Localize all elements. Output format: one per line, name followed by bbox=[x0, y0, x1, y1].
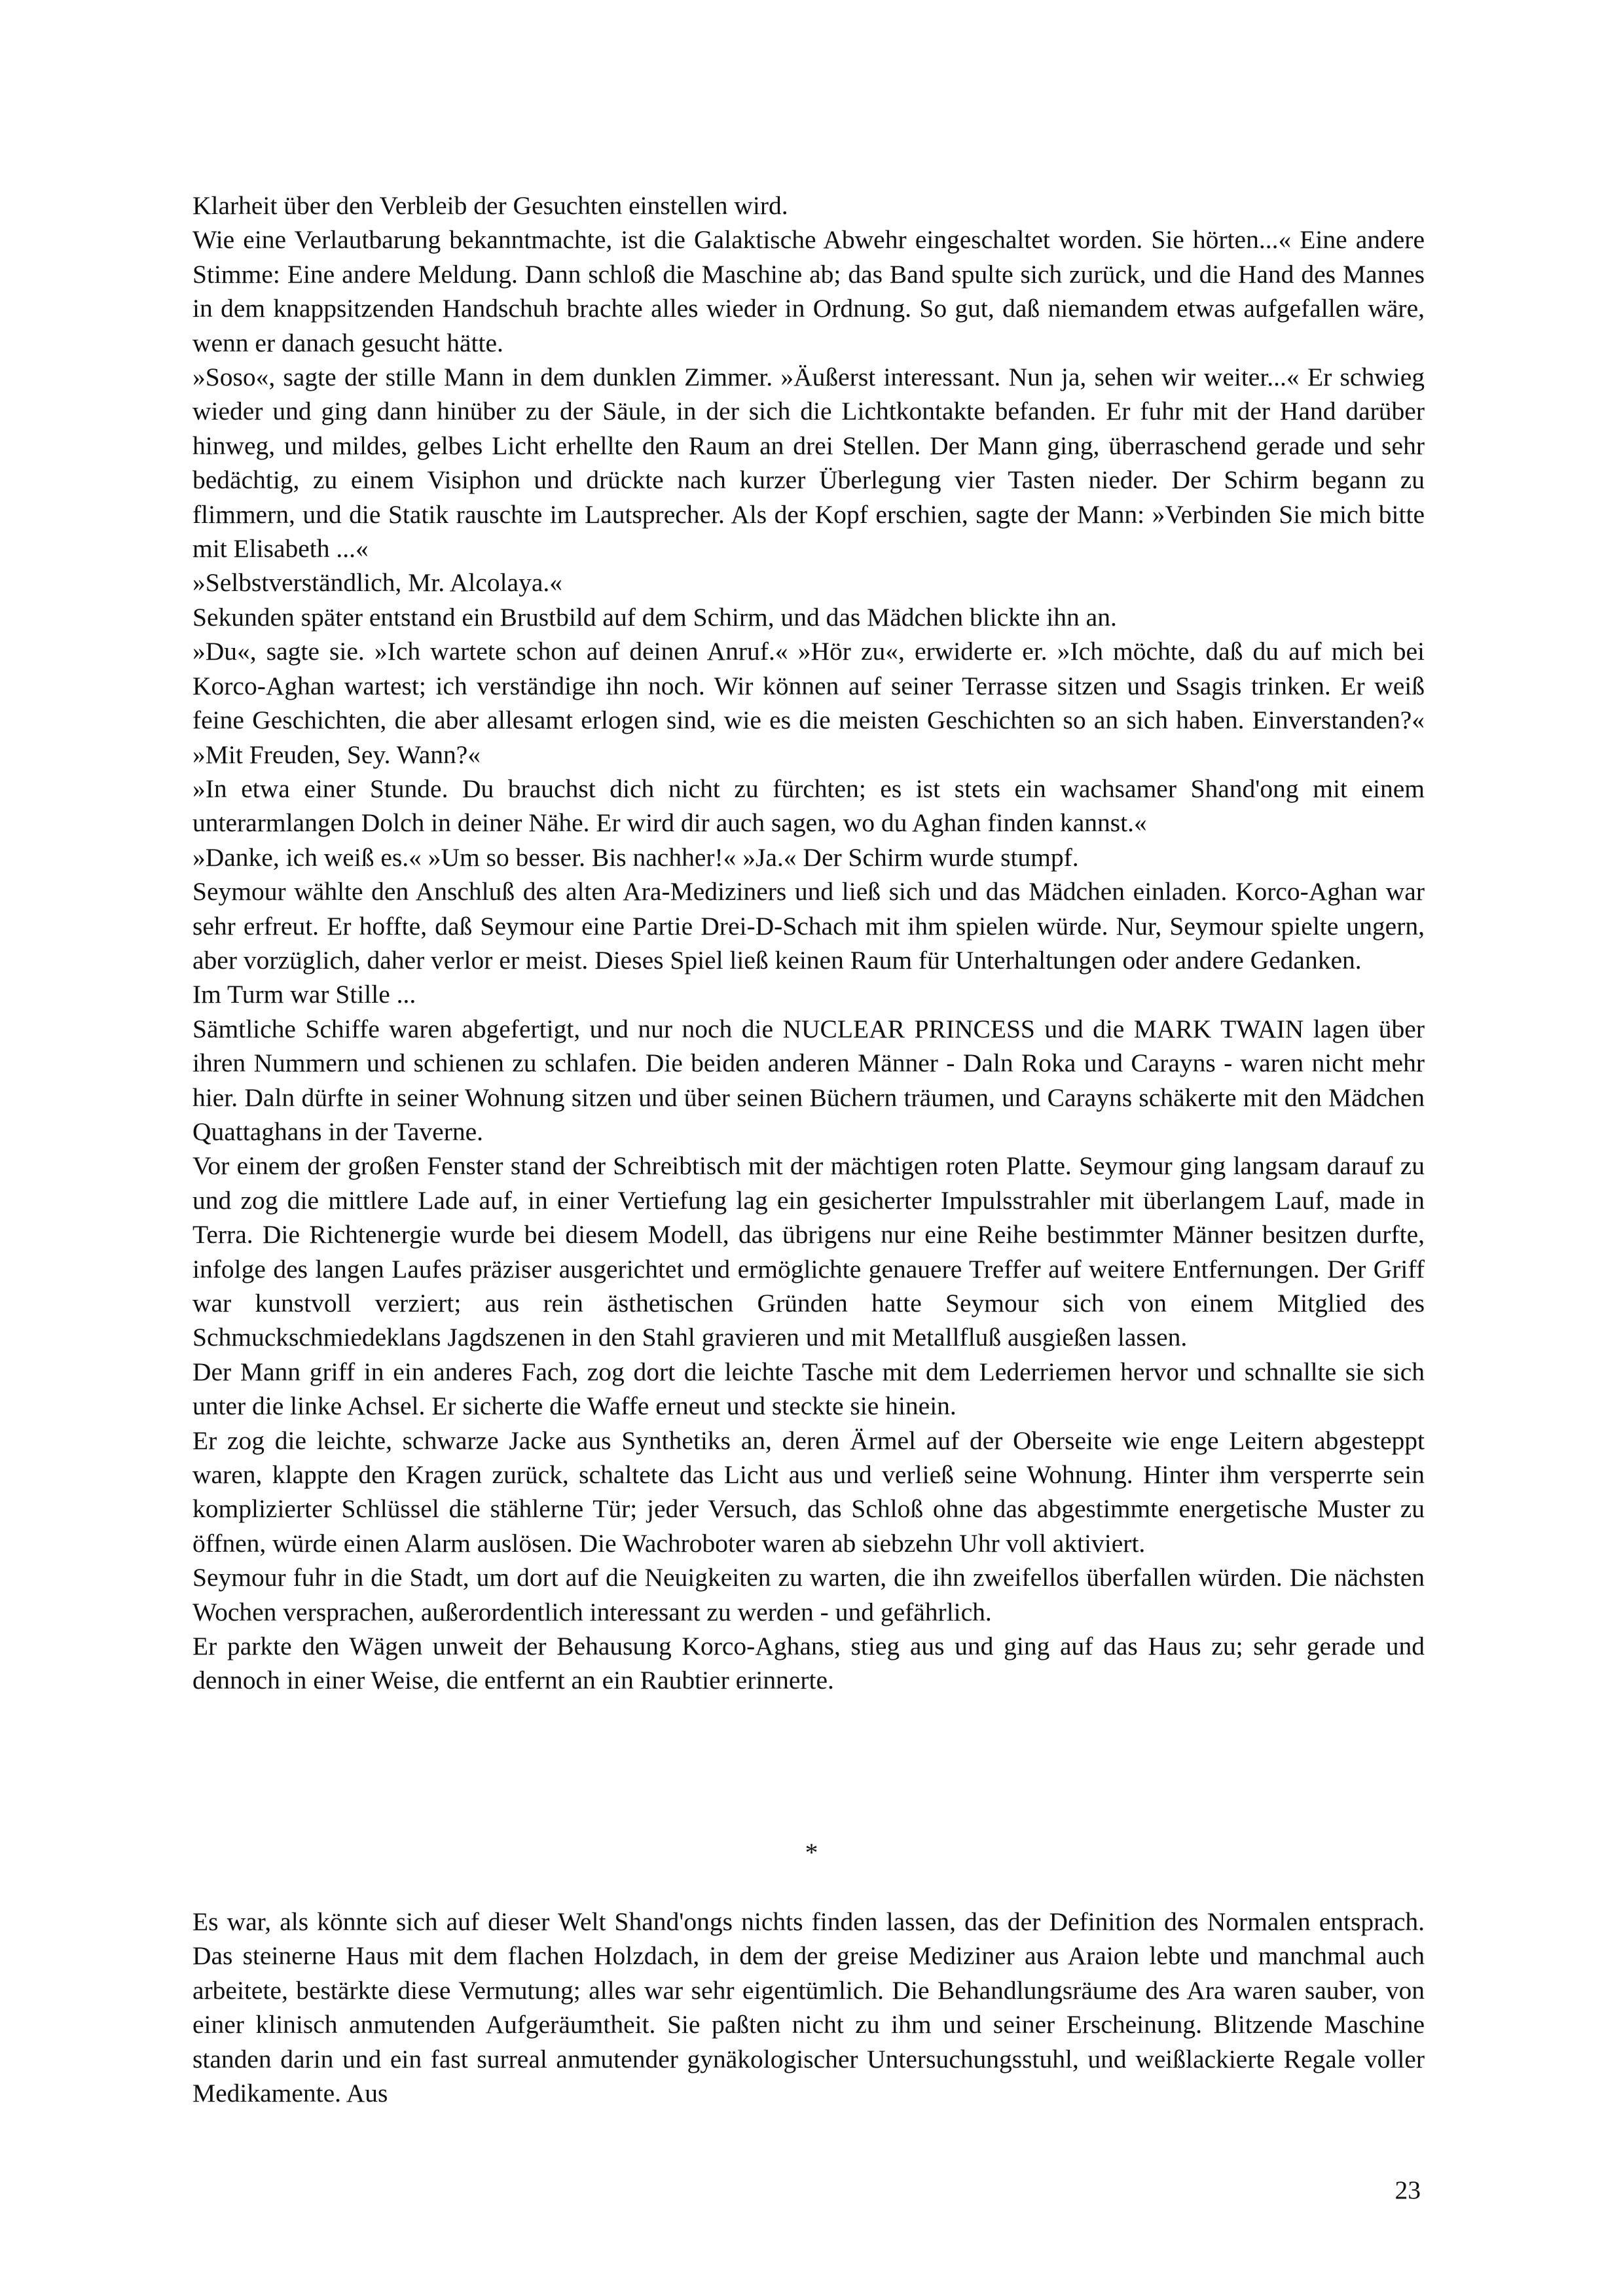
page-number: 23 bbox=[1395, 2176, 1421, 2204]
paragraph: Sämtliche Schiffe waren abgefertigt, und nur noch die NUCLEAR PRINCESS und die MARK TWAIN lagen über ihren Nummern und schienen zu schlafen. Die beiden anderen Männer - Daln Roka und Carayns - waren nicht mehr hier. Daln dürfte in seiner Wohnung sitzen und über seinen Büchern träumen, und Carayns schäkerte mit den Mädchen Quattaghans in der Taverne. bbox=[192, 1014, 1425, 1146]
paragraph: Der Mann griff in ein anderes Fach, zog dort die leichte Tasche mit dem Lederriemen hervor und schnallte sie sich unter die linke Achsel. Er sicherte die Waffe erneut und steckte sie hinein. bbox=[192, 1357, 1425, 1421]
paragraph: Vor einem der großen Fenster stand der Schreibtisch mit der mächtigen roten Platte. Seymour ging langsam darauf zu und zog die mittlere Lade auf, in einer Vertiefung lag ein gesicherter Impulsstrahler mit überlangem Lauf, made in Terra. Die Richtenergie wurde bei diesem Modell, das übrigens nur eine Reihe bestimmter Männer besitzen durfte, infolge des langen Laufes präziser ausgerichtet und ermöglichte genauere Treffer auf weitere Entfernungen. Der Griff war kunstvoll verziert; aus rein ästhetischen Gründen hatte Seymour sich von einem Mitglied des Schmuckschmiedeklans Jagdszenen in den Stahl gravieren und mit Metallfluß ausgießen lassen. bbox=[192, 1151, 1425, 1352]
paragraph: »In etwa einer Stunde. Du brauchst dich nicht zu fürchten; es ist stets ein wachsamer Shand'ong mit einem unterarmlangen Dolch in deiner Nähe. Er wird dir auch sagen, wo du Aghan finden kannst.« bbox=[192, 774, 1425, 838]
paragraph: »Soso«, sagte der stille Mann in dem dunklen Zimmer. »Äußerst interessant. Nun ja, sehen wir weiter...« Er schwieg wieder und ging dann hinüber zu der Säule, in der sich die Lichtkontakte befanden. Er fuhr mit der Hand darüber hinweg, und mildes, gelbes Licht erhellte den Raum an drei Stellen. Der Mann ging, überraschend gerade und sehr bedächtig, zu einem Visiphon und drückte nach kurzer Überlegung vier Tasten nieder. Der Schirm begann zu flimmern, und die Statik rauschte im Lautsprecher. Als der Kopf erschien, sagte der Mann: »Verbinden Sie mich bitte mit Elisabeth ...« bbox=[192, 363, 1425, 564]
paragraph: Klarheit über den Verbleib der Gesuchten einstellen wird. bbox=[192, 191, 788, 220]
paragraph: Seymour wählte den Anschluß des alten Ara-Mediziners und ließ sich und das Mädchen einladen. Korco-Aghan war sehr erfreut. Er hoffte, daß Seymour eine Partie Drei-D-Schach mit ihm spielen würde. Nur, Seymour spielte ungern, aber vorzüglich, daher verlor er meist. Dieses Spiel ließ keinen Raum für Unterhaltungen oder andere Gedanken. bbox=[192, 877, 1425, 975]
paragraph: Er parkte den Wägen unweit der Behausung Korco-Aghans, stieg aus und ging auf das Haus zu; sehr gerade und dennoch in einer Weise, die entfernt an ein Raubtier erinnerte. bbox=[192, 1632, 1425, 1695]
paragraph: »Selbstverständlich, Mr. Alcolaya.« bbox=[192, 568, 562, 598]
paragraph: Seymour fuhr in die Stadt, um dort auf die Neuigkeiten zu warten, die ihn zweifellos überfallen würden. Die nächsten Wochen versprachen, außerordentlich interessant zu werden - und gefährlich. bbox=[192, 1563, 1425, 1626]
paragraph: Wie eine Verlautbarung bekanntmachte, ist die Galaktische Abwehr eingeschaltet worden. Sie hörten...« Eine andere Stimme: Eine andere Meldung. Dann schloß die Maschine ab; das Band spulte sich zurück, und die Hand des Mannes in dem knappsitzenden Handschuh brachte alles wieder in Ordnung. So gut, daß niemandem etwas aufgefallen wäre, wenn er danach gesucht hätte. bbox=[192, 225, 1425, 357]
section-separator: * bbox=[805, 1838, 818, 1867]
paragraph: Es war, als könnte sich auf dieser Welt Shand'ongs nichts finden lassen, das der Definition des Normalen entsprach. Das steinerne Haus mit dem flachen Holzdach, in dem der greise Mediziner aus Araion lebte und manchmal auch arbeitete, bestärkte diese Vermutung; alles war sehr eigentümlich. Die Behandlungsräume des Ara waren sauber, von einer klinisch anmutenden Aufgeräumtheit. Sie paßten nicht zu ihm und seiner Erscheinung. Blitzende Maschine standen darin und ein fast surreal anmutender gynäkologischer Untersuchungsstuhl, und weißlackierte Regale voller Medikamente. Aus bbox=[192, 1907, 1425, 2108]
paragraph: »Danke, ich weiß es.« »Um so besser. Bis nachher!« »Ja.« Der Schirm wurde stumpf. bbox=[192, 842, 1079, 872]
text-section-one bbox=[192, 188, 1425, 1698]
paragraph: Er zog die leichte, schwarze Jacke aus Synthetiks an, deren Ärmel auf der Oberseite wie enge Leitern abgesteppt waren, klappte den Kragen zurück, schaltete das Licht aus und verließ seine Wohnung. Hinter ihm versperrte sein komplizierter Schlüssel die stählerne Tür; jeder Versuch, das Schloß ohne das abgestimmte energetische Muster zu öffnen, würde einen Alarm auslösen. Die Wachroboter waren ab siebzehn Uhr voll aktiviert. bbox=[192, 1426, 1425, 1558]
paragraph: Im Turm war Stille ... bbox=[192, 980, 416, 1009]
text-section-two bbox=[192, 1905, 1425, 2110]
paragraph: Sekunden später entstand ein Brustbild auf dem Schirm, und das Mädchen blickte ihn an. bbox=[192, 602, 1117, 632]
paragraph: »Du«, sagte sie. »Ich wartete schon auf deinen Anruf.« »Hör zu«, erwiderte er. »Ich möchte, daß du auf mich bei Korco-Aghan wartest; ich verständige ihn noch. Wir können auf seiner Terrasse sitzen und Ssagis trinken. Er weiß feine Geschichten, die aber allesamt erlogen sind, wie es die meisten Geschichten so an sich haben. Einverstanden?« »Mit Freuden, Sey. Wann?« bbox=[192, 637, 1425, 769]
